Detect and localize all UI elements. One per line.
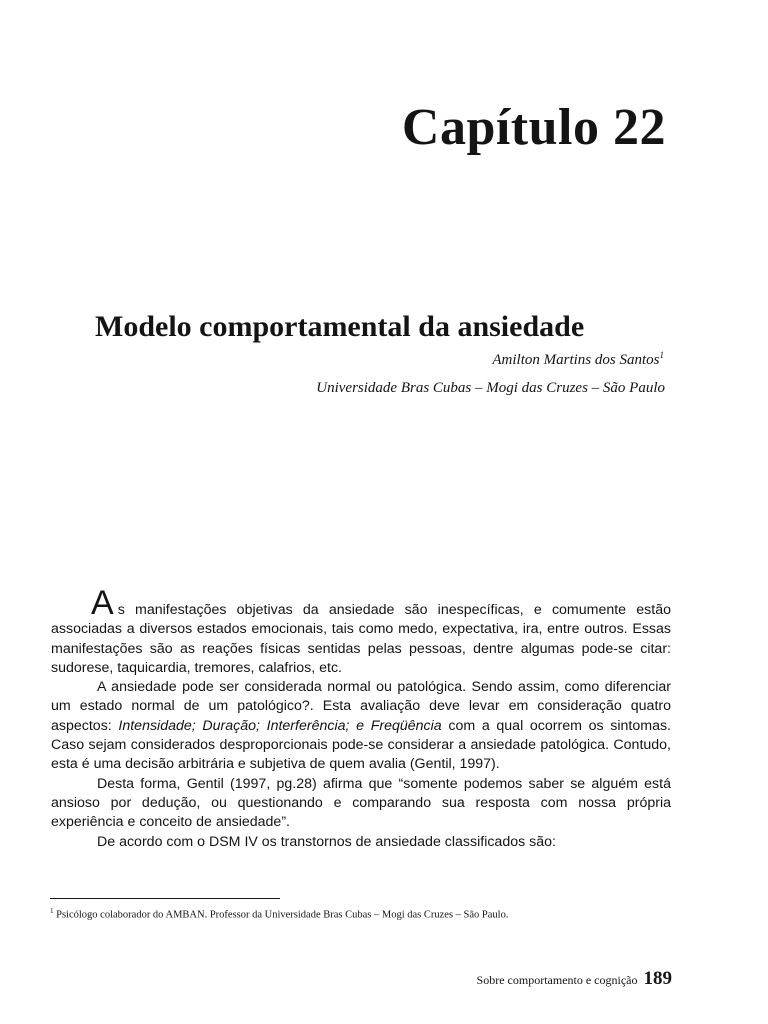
page-number: 189 bbox=[643, 968, 672, 989]
footnote-mark: 1 bbox=[50, 907, 54, 915]
paragraph-4: De acordo com o DSM IV os transtornos de ansiedade classificados são: bbox=[97, 833, 556, 850]
footnote-divider bbox=[50, 898, 280, 899]
paragraph-1 bbox=[51, 584, 671, 678]
chapter-heading: Capítulo 22 bbox=[401, 99, 666, 156]
footnote-text: Psicólogo colaborador do AMBAN. Professor da Universidade Bras Cubas – Mogi das Cruzes – São Paulo. bbox=[56, 909, 509, 921]
running-title: Sobre comportamento e cognição bbox=[476, 973, 638, 987]
author-name: Amilton Martins dos Santos bbox=[492, 352, 660, 368]
paragraph-1-text: s manifestações objetivas da ansiedade são inespecíficas, e comumente estão associadas a diversos estados emocionais, tais como medo, expectativa, ira, entre outros. Essas manifestações são as reações físicas sentidas pelas pessoas, dentre algumas pode-se citar: sudorese, taquicardia, tremores, calafrios, etc. bbox=[51, 602, 671, 676]
body-text bbox=[51, 584, 671, 852]
affiliation: Universidade Bras Cubas – Mogi das Cruzes – São Paulo bbox=[316, 380, 665, 396]
author-footnote-mark: 1 bbox=[659, 350, 664, 360]
paragraph-3: Desta forma, Gentil (1997, pg.28) afirma que “somente podemos saber se alguém está ansioso por dedução, ou questionando e comparando sua resposta com nossa própria experiência e conceito de ansiedade”. bbox=[51, 775, 671, 831]
paragraph-2 bbox=[51, 678, 671, 774]
paragraph-2-start: A ansiedade pode ser considerada normal ou patológica. Sendo assim, como diferenciar um estado normal de um patológico?. Esta avaliação deve levar em consideração quatro aspectos: bbox=[51, 679, 671, 734]
footnote bbox=[50, 907, 508, 921]
article-title: Modelo comportamental da ansiedade bbox=[95, 310, 585, 343]
drop-cap: A bbox=[91, 584, 114, 622]
paragraph-2-italic: Intensidade; Duração; Interferência; e Freqüência bbox=[118, 717, 442, 734]
author-line bbox=[492, 350, 664, 369]
paragraph-2-end: com a qual ocorrem os sintomas. Caso sejam considerados desproporcionais pode-se considerar a ansiedade patológica. Contudo, esta é uma decisão arbitrária e subjetiva de quem avalia (Gentil, 1997). bbox=[51, 717, 671, 773]
running-footer bbox=[477, 968, 672, 990]
